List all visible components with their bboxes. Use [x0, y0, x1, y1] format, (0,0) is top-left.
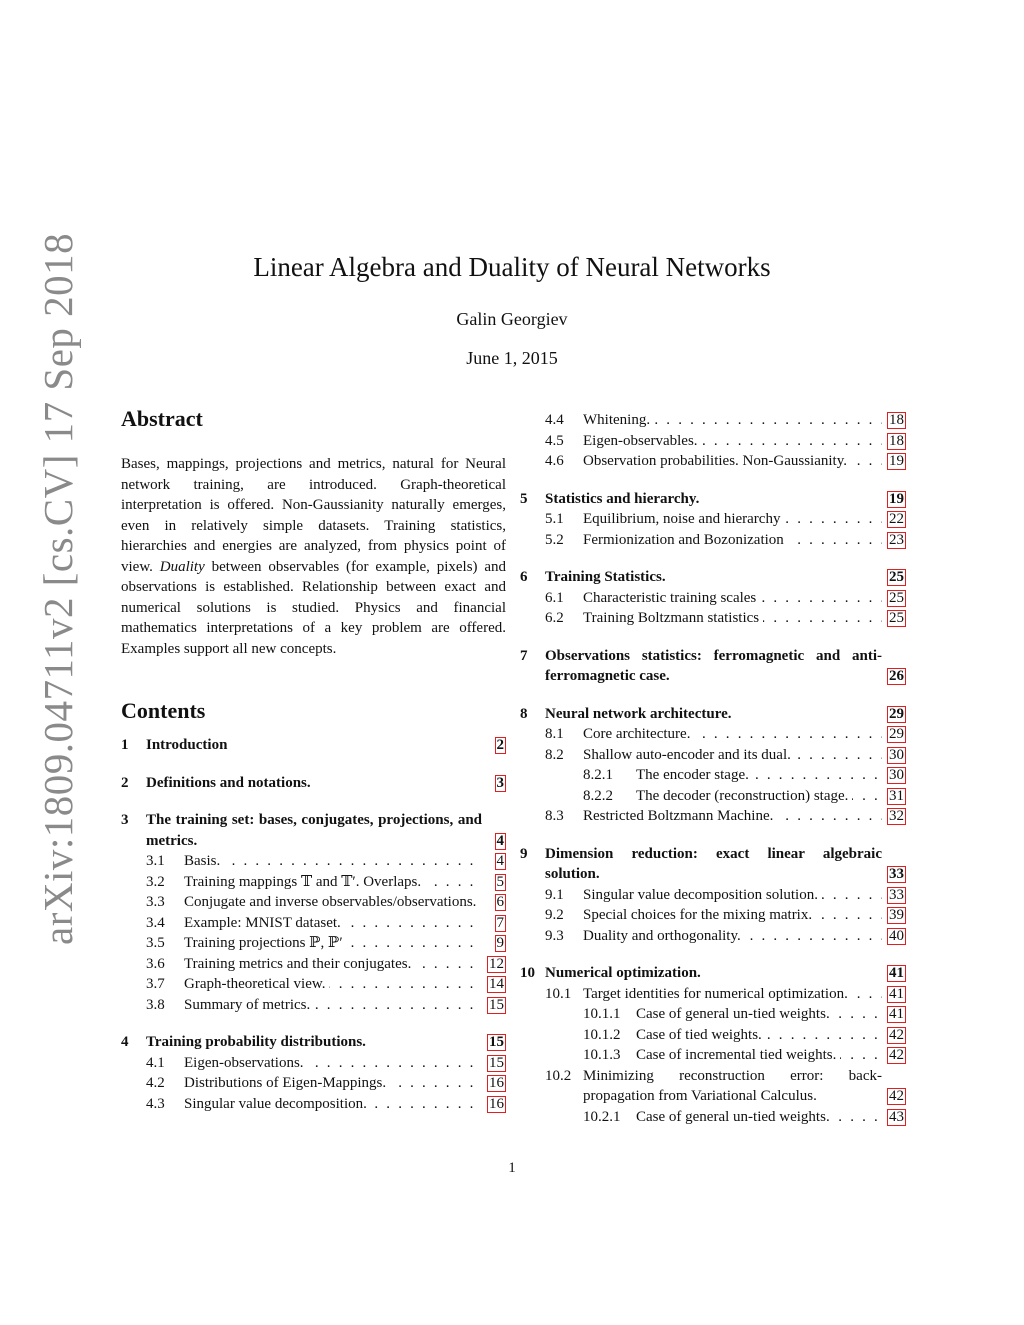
toc-entry[interactable] [520, 704, 906, 725]
toc-entry-title[interactable] [545, 704, 882, 725]
toc-entry[interactable] [121, 892, 506, 913]
toc-entry-number: 4.2 [146, 1075, 165, 1091]
toc-entry-number: 8.3 [545, 808, 564, 824]
toc-page-link[interactable] [884, 786, 906, 807]
toc-entry-label: The decoder (reconstruction) stage. [636, 788, 852, 804]
toc-left [121, 735, 506, 1114]
toc-page-link[interactable] [884, 530, 906, 551]
toc-entry-title[interactable] [545, 489, 882, 510]
toc-entry[interactable] [121, 974, 506, 995]
author-name: Galin Georgiev [456, 309, 568, 329]
toc-entry[interactable] [520, 608, 906, 629]
toc-entry-label: Graph-theoretical view. [184, 976, 329, 992]
toc-page-link[interactable] [484, 892, 506, 913]
toc-page-number: 25 [889, 569, 904, 585]
toc-entry-title[interactable] [583, 806, 882, 827]
toc-entry-label: Summary of metrics. [184, 997, 314, 1013]
toc-page-number: 41 [889, 1006, 904, 1022]
toc-entry-label: Introduction [146, 737, 231, 753]
toc-page-number: 33 [889, 886, 904, 903]
toc-entry[interactable] [520, 431, 906, 452]
toc-entry[interactable] [121, 913, 506, 934]
toc-entry-label: Restricted Boltzmann Machine. [583, 808, 777, 824]
toc-entry-label: Case of general un-tied weights. [636, 1006, 834, 1022]
toc-entry-title[interactable] [583, 745, 882, 766]
toc-entry-label: Training Statistics. [545, 569, 670, 585]
toc-page-number: 3 [496, 774, 504, 791]
abstract-text-after: between observables (for example, pixels) and observations is established. Relationship between exact and numerical solutions is studied. Physics and financial mathematics interpretations of a key problem are offered. Examples support all new concepts. [121, 558, 507, 657]
right-column [520, 410, 906, 1127]
toc-entry[interactable] [121, 851, 506, 872]
toc-entry-label: Distributions of Eigen-Mappings. [184, 1075, 390, 1091]
toc-entry-number: 5 [520, 490, 528, 507]
toc-page-link[interactable] [884, 608, 906, 629]
toc-entry-number: 8 [520, 705, 528, 722]
toc-entry-number: 9.3 [545, 927, 564, 944]
toc-page-number: 41 [889, 965, 904, 981]
toc-page-link[interactable] [484, 735, 506, 756]
toc-page-link[interactable] [484, 933, 506, 954]
toc-entry[interactable] [520, 765, 906, 786]
toc-page-link[interactable] [884, 666, 906, 687]
toc-entry-number: 3.6 [146, 955, 165, 972]
toc-entry[interactable] [520, 926, 906, 947]
toc-page-number: 15 [489, 996, 504, 1013]
toc-entry-label: Singular value decomposition solution. [583, 887, 822, 903]
toc-page-link[interactable] [484, 773, 506, 794]
toc-entry-title[interactable] [184, 892, 482, 913]
toc-page-link[interactable] [884, 724, 906, 745]
toc-entry-title[interactable] [184, 1094, 482, 1115]
toc-entry-number: 3.7 [146, 976, 165, 992]
toc-entry-label: Basis. [184, 853, 224, 869]
toc-entry-title[interactable] [545, 567, 882, 588]
contents-heading: Contents [121, 698, 206, 723]
toc-page-link[interactable] [484, 851, 506, 872]
toc-page-number: 15 [489, 1054, 504, 1071]
toc-entry-title[interactable] [636, 1025, 882, 1046]
toc-entry-title[interactable] [146, 810, 482, 851]
toc-page-link[interactable] [884, 704, 906, 725]
toc-page-link[interactable] [884, 1045, 906, 1066]
toc-entry[interactable] [121, 735, 506, 756]
toc-entry-label: Example: MNIST dataset. [184, 915, 345, 931]
toc-page-number: 42 [889, 1047, 904, 1063]
toc-page-link[interactable] [484, 831, 506, 852]
toc-entry-title[interactable] [545, 844, 882, 885]
toc-entry[interactable] [520, 588, 906, 609]
toc-page-number: 19 [889, 490, 904, 507]
toc-page-link[interactable] [884, 963, 906, 984]
toc-page-number: 42 [889, 1088, 904, 1104]
toc-entry-label: Minimizing reconstruction error: back-propagation from Variational Calculus. [583, 1067, 882, 1104]
toc-entry-label: Dimension reduction: exact linear algebraic solution. [545, 845, 882, 882]
toc-page-link[interactable] [884, 451, 906, 472]
toc-entry-number: 6 [520, 569, 528, 585]
toc-entry-title[interactable] [184, 954, 482, 975]
toc-entry[interactable] [121, 933, 506, 954]
toc-entry-number: 10.1.1 [583, 1006, 621, 1022]
toc-entry-title[interactable] [184, 974, 482, 995]
toc-entry[interactable] [520, 410, 906, 431]
toc-page-number: 43 [889, 1108, 904, 1125]
toc-entry-title[interactable] [146, 773, 482, 794]
toc-entry-number: 10 [520, 965, 535, 981]
toc-entry-number: 10.1 [545, 985, 572, 1002]
toc-page-number: 6 [496, 894, 504, 910]
toc-page-number: 7 [496, 914, 504, 931]
toc-entry[interactable] [121, 954, 506, 975]
toc-entry-number: 10.2 [545, 1067, 572, 1084]
toc-entry[interactable] [520, 844, 906, 885]
toc-entry-number: 3.2 [146, 873, 165, 890]
toc-entry-label: Target identities for numerical optimization. [583, 986, 852, 1002]
toc-entry-title[interactable] [583, 905, 882, 926]
toc-entry[interactable] [121, 810, 506, 851]
toc-entry-number: 4.5 [545, 432, 564, 449]
toc-entry-title[interactable] [184, 851, 482, 872]
toc-entry-number: 5.1 [545, 511, 564, 527]
toc-entry[interactable] [520, 984, 906, 1005]
toc-entry-number: 8.1 [545, 726, 564, 742]
toc-page-link[interactable] [884, 431, 906, 452]
toc-page-number: 4 [496, 853, 504, 869]
toc-entry[interactable] [121, 1053, 506, 1074]
toc-entry[interactable] [121, 1032, 506, 1053]
toc-entry-label: Special choices for the mixing matrix. [583, 907, 816, 923]
toc-entry-number: 8.2.2 [583, 787, 613, 804]
toc-page-number: 39 [889, 907, 904, 923]
toc-page-number: 12 [489, 955, 504, 972]
toc-entry-title[interactable] [184, 1053, 482, 1074]
toc-page-link[interactable] [484, 995, 506, 1016]
abstract-emphasis: Duality [159, 558, 205, 575]
toc-entry[interactable] [520, 1045, 906, 1066]
toc-entry-number: 4.1 [146, 1054, 165, 1071]
toc-entry-label: Training mappings 𝕋 and 𝕋′. Overlaps. [184, 874, 425, 890]
abstract-text-before: Bases, mappings, projections and metrics, natural for Neural network training, are introduced. Graph-theoretical interpretation is offered. Non-Gaussianity naturally emerges, even in relatively simple datasets. Training statistics, hierarchies and energies are analyzed, from physics point of view. [121, 456, 506, 575]
toc-entry-number: 1 [121, 737, 129, 753]
toc-entry-number: 4.4 [545, 412, 564, 428]
toc-page-number: 29 [889, 726, 904, 742]
toc-entry-number: 3.3 [146, 894, 165, 910]
toc-entry-title[interactable] [583, 410, 882, 431]
toc-entry[interactable] [520, 1107, 906, 1128]
toc-entry-title[interactable] [583, 588, 882, 609]
toc-page-number: 18 [889, 412, 904, 428]
toc-entry-label: Case of general un-tied weights. [636, 1109, 834, 1125]
toc-entry-label: Fermionization and Bozonization [583, 532, 788, 548]
toc-page-link[interactable] [884, 509, 906, 530]
toc-page-number: 31 [889, 787, 904, 804]
toc-page-number: 41 [889, 985, 904, 1002]
toc-entry-number: 4 [121, 1034, 129, 1050]
toc-entry[interactable] [520, 489, 906, 510]
toc-entry-label: Training Boltzmann statistics [583, 610, 763, 626]
toc-entry[interactable] [520, 1025, 906, 1046]
toc-page-link[interactable] [484, 913, 506, 934]
toc-entry-label: Observations statistics: ferromagnetic and anti-ferromagnetic case. [545, 647, 882, 684]
toc-page-number: 9 [496, 935, 504, 951]
toc-page-number: 19 [889, 453, 904, 469]
toc-entry-number: 5.2 [545, 531, 564, 548]
toc-entry-title[interactable] [583, 724, 882, 745]
toc-entry[interactable] [520, 646, 906, 687]
toc-entry-number: 3.1 [146, 853, 165, 869]
toc-entry-title[interactable] [636, 786, 882, 807]
toc-page-link[interactable] [884, 926, 906, 947]
toc-entry[interactable] [520, 451, 906, 472]
toc-page-number: 33 [889, 866, 904, 882]
toc-entry-title[interactable] [583, 451, 882, 472]
left-column [121, 405, 506, 1114]
toc-page-link[interactable] [884, 588, 906, 609]
toc-page-link[interactable] [484, 974, 506, 995]
toc-page-link[interactable] [884, 806, 906, 827]
toc-entry-label: Equilibrium, noise and hierarchy [583, 511, 784, 527]
toc-entry-number: 3 [121, 812, 129, 828]
toc-page-number: 18 [889, 432, 904, 449]
toc-entry-number: 8.2.1 [583, 767, 613, 783]
toc-entry-label: The training set: bases, conjugates, projections, and metrics. [146, 812, 482, 849]
toc-entry[interactable] [121, 1073, 506, 1094]
toc-entry[interactable] [520, 786, 906, 807]
toc-entry[interactable] [121, 995, 506, 1016]
toc-entry-title[interactable] [184, 1073, 482, 1094]
toc-entry-label: Training metrics and their conjugates. [184, 956, 415, 972]
toc-page-number: 32 [889, 808, 904, 824]
toc-page-link[interactable] [484, 1073, 506, 1094]
toc-page-link[interactable] [484, 954, 506, 975]
toc-page-number: 30 [889, 746, 904, 763]
toc-page-link[interactable] [484, 1032, 506, 1053]
toc-entry[interactable] [520, 806, 906, 827]
toc-page-link[interactable] [884, 1025, 906, 1046]
toc-page-number: 4 [496, 832, 504, 849]
toc-entry-label: Definitions and notations. [146, 775, 315, 791]
toc-page-number: 2 [496, 737, 504, 753]
paper-title: Linear Algebra and Duality of Neural Networks [253, 252, 771, 282]
toc-entry[interactable] [520, 567, 906, 588]
toc-entry-number: 9 [520, 845, 528, 862]
toc-entry-label: Singular value decomposition. [184, 1096, 371, 1112]
toc-entry[interactable] [520, 1066, 906, 1107]
toc-page-link[interactable] [884, 905, 906, 926]
toc-entry-label: Core architecture. [583, 726, 694, 742]
toc-entry-number: 10.2.1 [583, 1108, 621, 1125]
toc-entry-label: Shallow auto-encoder and its dual. [583, 747, 795, 763]
toc-page-link[interactable] [884, 885, 906, 906]
toc-page-number: 5 [496, 873, 504, 890]
toc-entry-title[interactable] [545, 646, 882, 687]
toc-entry-title[interactable] [636, 1004, 882, 1025]
toc-page-link[interactable] [884, 745, 906, 766]
toc-entry-label: Observation probabilities. Non-Gaussianity. [583, 453, 851, 469]
toc-page-link[interactable] [884, 489, 906, 510]
toc-entry-title[interactable] [184, 872, 482, 893]
toc-page-number: 15 [489, 1034, 504, 1050]
toc-entry-title[interactable] [184, 913, 482, 934]
toc-page-link[interactable] [884, 410, 906, 431]
toc-entry-title[interactable] [583, 885, 882, 906]
toc-entry[interactable] [520, 530, 906, 551]
toc-entry-label: Case of incremental tied weights. [636, 1047, 840, 1063]
toc-entry-number: 4.3 [146, 1095, 165, 1112]
toc-page-number: 30 [889, 767, 904, 783]
toc-page-link[interactable] [884, 765, 906, 786]
toc-page-link[interactable] [884, 1086, 906, 1107]
toc-page-number: 25 [889, 589, 904, 606]
toc-entry-label: Statistics and hierarchy. [545, 491, 703, 507]
toc-entry-number: 9.1 [545, 886, 564, 903]
toc-entry[interactable] [520, 885, 906, 906]
toc-entry[interactable] [121, 872, 506, 893]
toc-entry-number: 6.2 [545, 610, 564, 626]
toc-entry[interactable] [121, 1094, 506, 1115]
toc-entry-label: Eigen-observations. [184, 1055, 308, 1071]
toc-page-link[interactable] [484, 1053, 506, 1074]
arxiv-identifier-stamp: arXiv:1809.04711v2 [cs.CV] 17 Sep 2018 [35, 232, 81, 945]
abstract-heading: Abstract [121, 406, 203, 431]
toc-entry-number: 3.5 [146, 935, 165, 951]
toc-entry-label: The encoder stage. [636, 767, 753, 783]
toc-entry-title[interactable] [583, 431, 882, 452]
toc-entry[interactable] [520, 963, 906, 984]
toc-page-link[interactable] [884, 1004, 906, 1025]
toc-entry-number: 9.2 [545, 907, 564, 923]
toc-page-link[interactable] [884, 984, 906, 1005]
toc-entry-label: Conjugate and inverse observables/observations. [184, 894, 480, 910]
toc-entry-title[interactable] [545, 963, 882, 984]
toc-entry-title[interactable] [636, 1045, 882, 1066]
toc-page-number: 16 [489, 1095, 504, 1112]
toc-entry-label: Duality and orthogonality. [583, 928, 745, 944]
toc-entry-title[interactable] [184, 995, 482, 1016]
toc-entry-number: 2 [121, 774, 129, 791]
publication-date: June 1, 2015 [466, 348, 558, 368]
toc-page-link[interactable] [484, 872, 506, 893]
toc-entry[interactable] [520, 724, 906, 745]
toc-page-number: 14 [489, 976, 504, 992]
toc-entry-label: Training projections ℙ, ℙ′ [184, 935, 347, 951]
toc-entry-title[interactable] [583, 1066, 882, 1107]
toc-entry-title[interactable] [636, 1107, 882, 1128]
toc-entry-title[interactable] [583, 926, 882, 947]
toc-entry-title[interactable] [583, 509, 882, 530]
toc-entry-title[interactable] [583, 984, 882, 1005]
toc-entry-number: 6.1 [545, 589, 564, 606]
toc-entry-title[interactable] [583, 608, 882, 629]
toc-entry-label: Characteristic training scales [583, 590, 760, 606]
toc-entry[interactable] [520, 745, 906, 766]
toc-entry-title[interactable] [146, 1032, 482, 1053]
toc-entry-title[interactable] [146, 735, 482, 756]
toc-entry-number: 8.2 [545, 746, 564, 763]
toc-entry-label: Eigen-observables. [583, 433, 702, 449]
toc-page-number: 42 [889, 1026, 904, 1043]
toc-entry[interactable] [121, 773, 506, 794]
toc-entry-number: 10.1.3 [583, 1047, 621, 1063]
toc-entry-title[interactable] [636, 765, 882, 786]
toc-entry-title[interactable] [583, 530, 882, 551]
abstract-body [121, 454, 506, 659]
toc-entry-number: 3.4 [146, 914, 165, 931]
toc-entry-label: Numerical optimization. [545, 965, 705, 981]
toc-entry[interactable] [520, 1004, 906, 1025]
toc-entry-label: Whitening. [583, 412, 654, 428]
toc-page-number: 40 [889, 927, 904, 944]
toc-page-link[interactable] [884, 567, 906, 588]
toc-entry-number: 3.8 [146, 996, 165, 1013]
toc-entry-label: Case of tied weights. [636, 1027, 766, 1043]
toc-page-link[interactable] [484, 1094, 506, 1115]
toc-entry[interactable] [520, 509, 906, 530]
toc-entry-number: 10.1.2 [583, 1026, 621, 1043]
toc-right [520, 410, 906, 1127]
toc-page-link[interactable] [884, 864, 906, 885]
toc-entry-label: Neural network architecture. [545, 706, 735, 722]
toc-page-number: 25 [889, 610, 904, 626]
toc-entry-label: Training probability distributions. [146, 1034, 370, 1050]
toc-entry-number: 4.6 [545, 453, 564, 469]
toc-page-number: 29 [889, 705, 904, 722]
toc-page-number: 26 [889, 668, 904, 684]
toc-page-number: 22 [889, 511, 904, 527]
toc-page-link[interactable] [884, 1107, 906, 1128]
toc-page-number: 16 [489, 1075, 504, 1091]
page-number: 1 [508, 1160, 516, 1176]
toc-page-number: 23 [889, 531, 904, 548]
toc-entry-title[interactable] [184, 933, 482, 954]
toc-entry[interactable] [520, 905, 906, 926]
toc-entry-number: 7 [520, 647, 528, 664]
